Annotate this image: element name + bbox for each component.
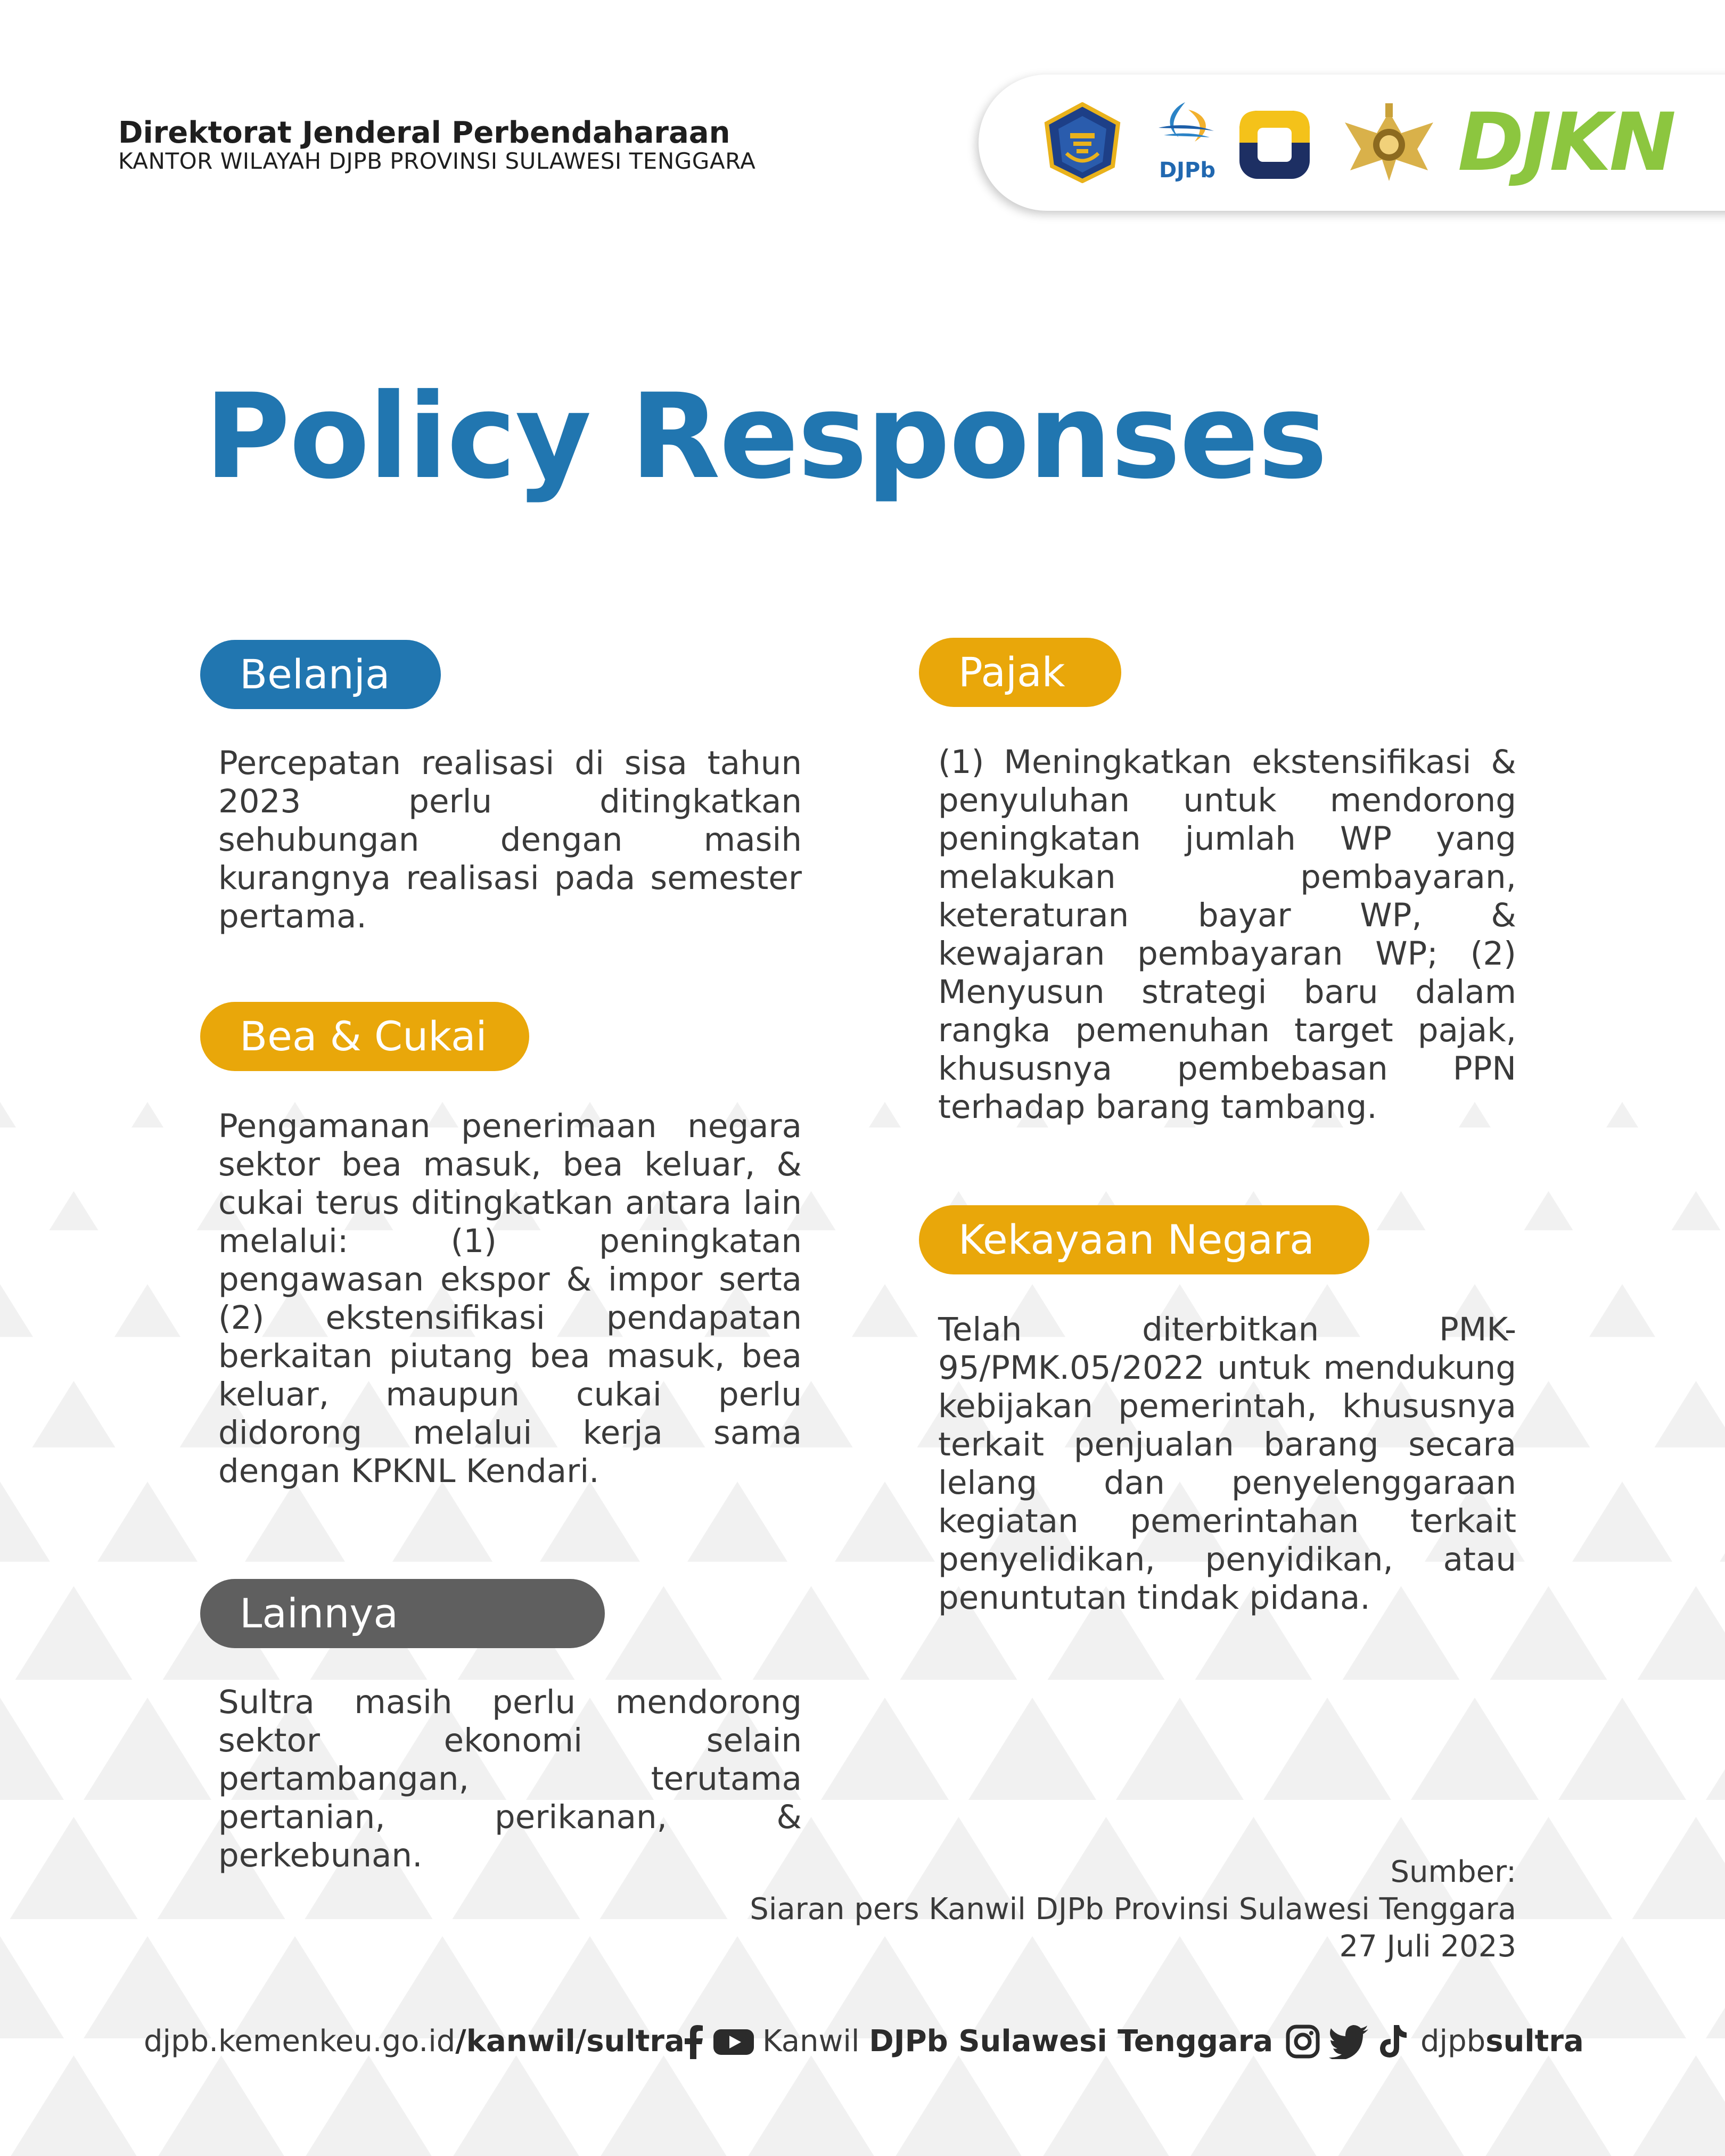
pattern-triangle <box>1042 2055 1170 2156</box>
pattern-triangle <box>392 1482 492 1561</box>
facebook-icon[interactable] <box>681 2024 705 2059</box>
pattern-triangle <box>869 1102 901 1128</box>
footer-channel <box>681 2023 1273 2060</box>
pattern-triangle <box>158 2055 285 2156</box>
instagram-icon[interactable] <box>1285 2024 1320 2059</box>
pattern-triangle <box>50 1191 98 1231</box>
pattern-triangle <box>10 2055 138 2156</box>
pattern-triangle <box>540 1482 640 1561</box>
tiktok-icon[interactable] <box>1378 2024 1408 2059</box>
pattern-triangle <box>1507 1381 1590 1447</box>
pattern-triangle <box>114 1284 180 1337</box>
bea-cukai-logo <box>1340 101 1439 184</box>
footer-handle-prefix: djpb <box>1420 2024 1486 2059</box>
pattern-triangle <box>1706 1698 1725 1800</box>
pattern-triangle <box>821 1698 949 1800</box>
pattern-triangle <box>0 1936 64 2038</box>
djpb-logo <box>1148 99 1222 152</box>
footer-website-domain: djpb.kemenkeu.go.id <box>144 2024 456 2059</box>
pattern-triangle <box>1190 2055 1318 2156</box>
pattern-triangle <box>1558 1698 1686 1800</box>
source-citation <box>750 1854 1516 1965</box>
pattern-triangle <box>1606 1102 1638 1128</box>
djkn-logo: DJKN <box>1458 96 1674 189</box>
footer-channel-prefix: Kanwil <box>762 2024 869 2059</box>
section-label-kekayaan-negara: Kekayaan Negara <box>919 1205 1369 1274</box>
pattern-triangle <box>687 1482 787 1561</box>
pattern-triangle <box>1706 1936 1725 2038</box>
pattern-triangle <box>1572 1482 1672 1561</box>
pattern-triangle <box>1116 1698 1244 1800</box>
pattern-triangle <box>1638 1586 1725 1680</box>
pattern-triangle <box>1337 2055 1465 2156</box>
pattern-triangle <box>1632 2055 1725 2156</box>
section-label-pajak: Pajak <box>919 638 1121 707</box>
source-label: Sumber: <box>1390 1855 1516 1889</box>
footer-website-path: /kanwil/sultra <box>455 2024 685 2059</box>
pattern-triangle <box>835 1482 935 1561</box>
footer-handle-suffix: sultra <box>1485 2024 1584 2059</box>
pattern-triangle <box>852 1284 918 1337</box>
pattern-triangle <box>15 1586 133 1680</box>
pattern-triangle <box>968 1698 1096 1800</box>
pattern-triangle <box>132 1102 163 1128</box>
section-label-lainnya: Lainnya <box>200 1579 605 1648</box>
footer-channel-name: DJPb Sulawesi Tenggara <box>869 2024 1274 2059</box>
org-office: KANTOR WILAYAH DJPB PROVINSI SULAWESI TENGGARA <box>118 148 756 174</box>
pattern-triangle <box>1377 1191 1426 1231</box>
pattern-triangle <box>1720 1482 1725 1561</box>
pattern-triangle <box>245 1482 345 1561</box>
pattern-triangle <box>1411 1698 1539 1800</box>
youtube-icon[interactable] <box>712 2024 755 2059</box>
pattern-triangle <box>1672 1191 1721 1231</box>
section-text-belanja: Percepatan realisasi di sisa tahun 2023 perlu ditingkatkan sehubungan dengan masih kurangnya realisasi pada semester pertama. <box>218 744 802 935</box>
pattern-triangle <box>1632 1817 1725 1919</box>
section-text-bea-cukai: Pengamanan penerimaan negara sektor bea masuk, bea keluar, & cukai terus ditingkatkan antara lain melalui: (1) peningkatan pengawasan ekspor & impor serta (2) ekstensifikasi pendapatan berkaitan piutang bea masuk, bea keluar, maupun cukai perlu didorong melalui kerja sama dengan KPKNL Kendari. <box>218 1107 802 1490</box>
pattern-triangle <box>32 1381 116 1447</box>
footer-handle <box>1285 2023 1584 2060</box>
pattern-triangle <box>600 2055 728 2156</box>
pattern-triangle <box>605 1586 722 1680</box>
page-title: Policy Responses <box>204 368 1327 505</box>
pattern-triangle <box>1485 2055 1613 2156</box>
pattern-triangle <box>895 2055 1023 2156</box>
section-text-lainnya: Sultra masih perlu mendorong sektor ekonomi selain pertambangan, terutama pertanian, perikanan, & perkebunan. <box>218 1683 802 1874</box>
pattern-triangle <box>305 2055 433 2156</box>
pattern-triangle <box>748 2055 875 2156</box>
org-name: Direktorat Jenderal Perbendaharaan <box>118 116 730 150</box>
section-label-belanja: Belanja <box>200 640 441 709</box>
pattern-triangle <box>84 1698 211 1800</box>
logo-bar <box>979 75 1725 211</box>
djp-logo <box>1236 108 1313 182</box>
pattern-triangle <box>1263 1698 1391 1800</box>
twitter-icon[interactable] <box>1328 2024 1370 2059</box>
pattern-triangle <box>1655 1381 1725 1447</box>
pattern-triangle <box>1524 1191 1573 1231</box>
footer-website[interactable] <box>144 2023 685 2060</box>
section-label-bea-cukai: Bea & Cukai <box>200 1002 529 1071</box>
pattern-triangle <box>0 1482 50 1561</box>
pattern-triangle <box>0 1698 64 1800</box>
pattern-triangle <box>0 1284 33 1337</box>
pattern-triangle <box>453 2055 580 2156</box>
pattern-triangle <box>10 1817 138 1919</box>
pattern-triangle <box>753 1586 870 1680</box>
section-text-pajak: (1) Meningkatkan ekstensifikasi & penyuluhan untuk mendorong peningkatan jumlah WP yang melakukan pembayaran, keteraturan bayar WP, & kewajaran pembayaran WP; (2) Menyusun strategi baru dalam rangka pemenuhan target pajak, khususnya pembebasan PPN terhadap barang tambang. <box>938 743 1516 1126</box>
djpb-logo-caption: DJPb <box>1159 158 1216 183</box>
source-line-2: 27 Juli 2023 <box>1339 1929 1516 1964</box>
pattern-triangle <box>97 1482 198 1561</box>
source-line-1: Siaran pers Kanwil DJPb Provinsi Sulawesi Tenggara <box>750 1892 1516 1927</box>
section-text-kekayaan-negara: Telah diterbitkan PMK-95/PMK.05/2022 untuk mendukung kebijakan pemerintah, khususnya terkait penjualan barang secara lelang dan penyelenggaraan kegiatan pemerintahan terkait penyelidikan, penyidikan, atau penuntutan tindak pidana. <box>938 1311 1516 1617</box>
kemenkeu-logo <box>1042 102 1122 183</box>
pattern-triangle <box>1589 1284 1655 1337</box>
pattern-triangle <box>0 1102 16 1128</box>
